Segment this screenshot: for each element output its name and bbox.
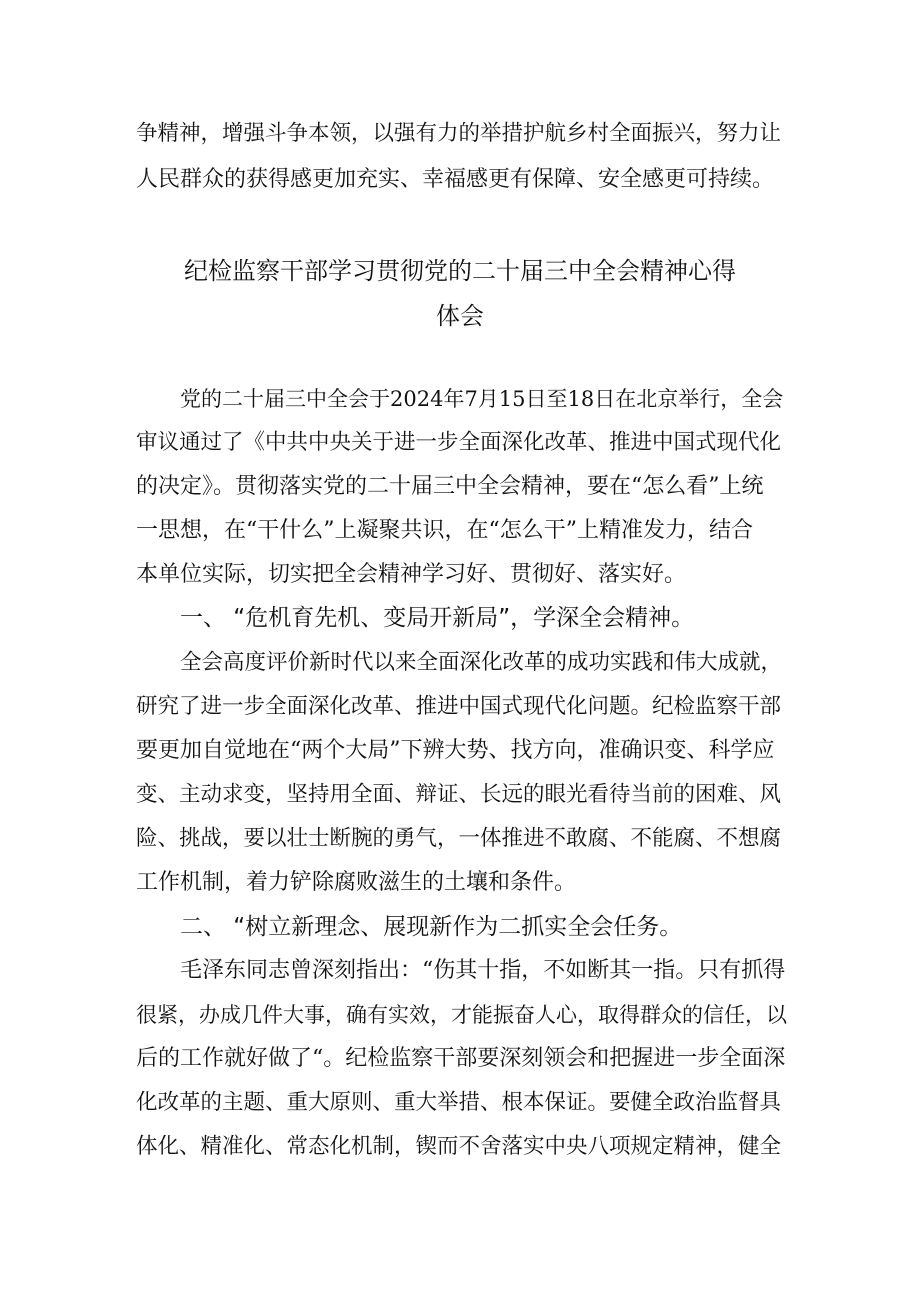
text-line: 本单位实际，切实把全会精神学习好、贯彻好、落实好。 [136, 562, 687, 587]
text-line: 争精神，增强斗争本领，以强有力的举措护航乡村全面振兴，努力让 [136, 121, 782, 146]
text-line: 化改革的主题、重大原则、重大举措、根本保证。要健全政治监督具 [136, 1090, 782, 1115]
document-title-continued: 体会 [436, 302, 484, 330]
text-line: 后的工作就好做了“。纪检监察干部要深刻领会和把握进一步全面深 [136, 1046, 786, 1071]
text-line: 很紧，办成几件大事，确有实效，才能振奋人心，取得群众的信任，以 [136, 1003, 787, 1027]
text-line: 变、主动求变，坚持用全面、辩证、长远的眼光看待当前的困难、风 [136, 782, 782, 807]
text-line: 体化、精准化、常态化机制，锲而不舍落实中央八项规定精神，健全 [136, 1134, 782, 1159]
text-line: 毛泽东同志曾深刻指出：“伤其十指，不如断其一指。只有抓得 [180, 958, 786, 983]
text-line: 的决定》。贯彻落实党的二十届三中全会精神，要在“怎么看”上统 [136, 474, 764, 499]
text-line: 审议通过了《中共中央关于进一步全面深化改革、推进中国式现代化 [136, 430, 782, 455]
text-line: 党的二十届三中全会于2024年7月15日至18日在北京举行，全会 [180, 387, 784, 411]
text-line: 要更加自觉地在“两个大局”下辨大势、找方向，准确识变、科学应 [136, 738, 775, 763]
section-heading-1: 一、 “危机育先机、变局开新局”，学深全会精神。 [180, 605, 695, 631]
document-title: 纪检监察干部学习贯彻党的二十届三中全会精神心得 [184, 257, 736, 285]
text-line: 险、挑战，要以壮士断腕的勇气，一体推进不敢腐、不能腐、不想腐 [136, 826, 782, 851]
text-line: 全会高度评价新时代以来全面深化改革的成功实践和伟大成就， [180, 650, 783, 675]
text-line: 一思想，在“干什么”上凝聚共识，在“怎么干”上精准发力，结合 [136, 518, 753, 543]
text-line: 工作机制，着力铲除腐败滋生的土壤和条件。 [136, 870, 577, 895]
text-line: 人民群众的获得感更加充实、幸福感更有保障、安全感更可持续。 [136, 167, 775, 192]
section-heading-2: 二、 “树立新理念、展现新作为二抓实全会任务。 [180, 914, 683, 940]
text-line: 研究了进一步全面深化改革、推进中国式现代化问题。纪检监察干部 [136, 694, 782, 719]
